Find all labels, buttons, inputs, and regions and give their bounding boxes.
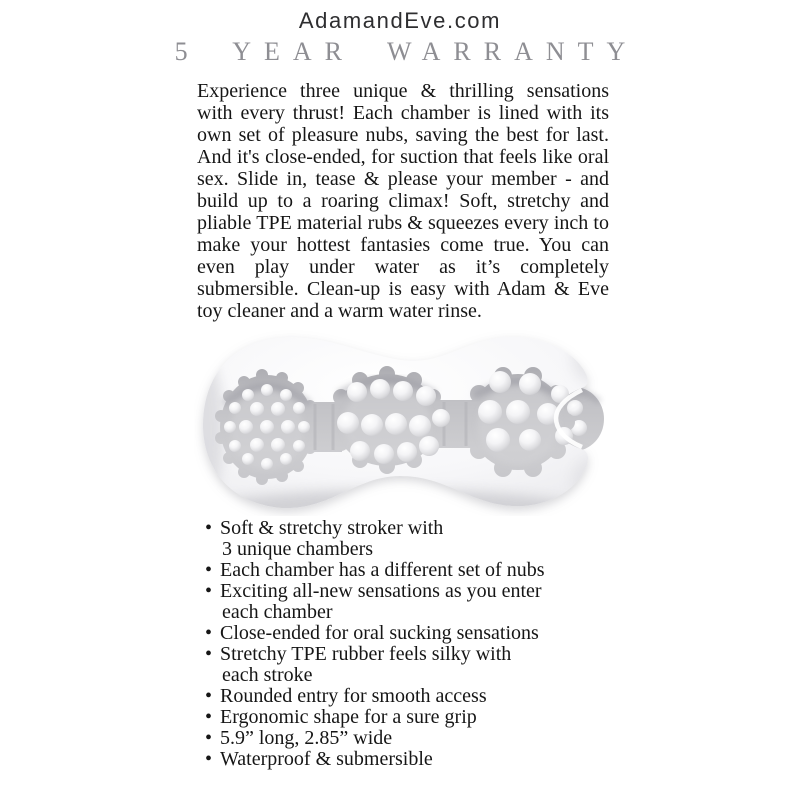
feature-item	[205, 518, 607, 560]
chamber-medium-nubs	[337, 379, 450, 464]
feature-text: Each chamber has a different set of nubs	[220, 559, 545, 581]
bullet-marker: •	[205, 706, 213, 728]
feature-item	[205, 623, 607, 644]
site-name: AdamandEve.com	[298, 8, 502, 33]
feature-text: Close-ended for oral sucking sensations	[220, 622, 539, 644]
product-illustration	[194, 330, 606, 516]
feature-item	[205, 686, 607, 707]
bullet-marker: •	[205, 580, 213, 602]
bullet-marker: •	[205, 517, 213, 539]
feature-item	[205, 749, 607, 770]
feature-item	[205, 644, 607, 686]
feature-text: Exciting all-new sensations as you enter	[220, 580, 542, 602]
feature-text: Stretchy TPE rubber feels silky with	[220, 643, 512, 665]
bullet-marker: •	[205, 727, 213, 749]
feature-text: each chamber	[222, 601, 333, 623]
feature-item	[205, 707, 607, 728]
feature-text: 5.9” long, 2.85” wide	[220, 727, 393, 749]
feature-text: 3 unique chambers	[222, 538, 374, 560]
feature-item	[205, 581, 607, 623]
product-description: Experience three unique & thrilling sensations with every thrust! Each chamber is lined with its own set of pleasure nubs, saving the best for last. And it's close-ended, for suction that feels like oral sex. Slide in, tease & please your member - and build up to a roaring climax! Soft, stretchy and pliable TPE material rubs & squeezes every inch to make your hottest fantasies come true. You can even play under water as it’s completely submersible. Clean-up is easy with Adam & Eve toy cleaner and a warm water rinse.	[197, 80, 609, 322]
feature-text: each stroke	[222, 664, 313, 686]
bullet-marker: •	[205, 748, 213, 770]
feature-item	[205, 728, 607, 749]
feature-text: Soft & stretchy stroker with	[220, 517, 444, 539]
bullet-marker: •	[205, 685, 213, 707]
warranty-heading: 5 YEAR WARRANTY	[174, 37, 639, 66]
feature-text: Waterproof & submersible	[220, 748, 433, 770]
feature-text: Rounded entry for smooth access	[220, 685, 487, 707]
bullet-marker: •	[205, 643, 213, 665]
bullet-marker: •	[205, 559, 213, 581]
feature-text: Ergonomic shape for a sure grip	[220, 706, 477, 728]
feature-item	[205, 560, 607, 581]
bullet-marker: •	[205, 622, 213, 644]
features-list	[205, 518, 607, 770]
